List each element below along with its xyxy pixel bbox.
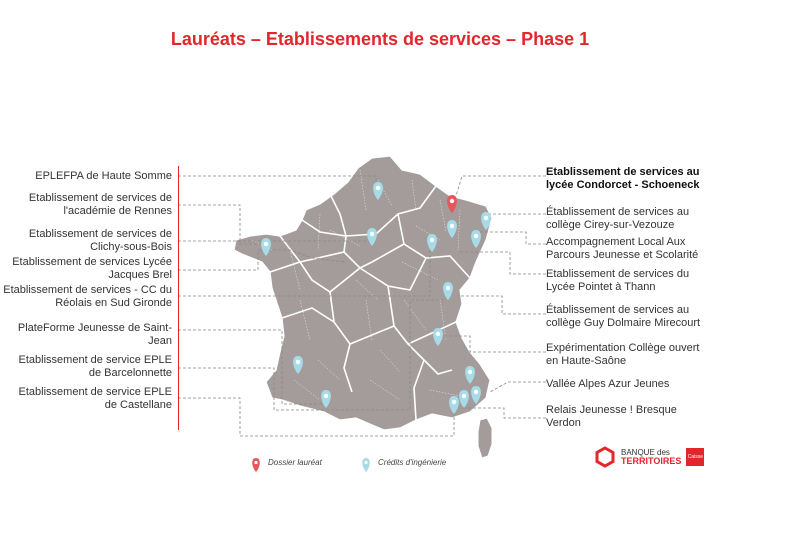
left-label: Etablissement de services - CC du Réolais en Sud Gironde [3,284,172,309]
logo-text [621,448,681,466]
legend-dossier [268,458,322,467]
left-label: Etablissement de service EPLE de Barcelonnette [18,354,172,379]
legend-pin-dossier [252,458,260,472]
left-label-list [0,166,179,430]
right-label: Établissement de services au collège Cirey-sur-Vezouze [546,206,690,231]
hexagon-logo-icon [594,446,616,468]
logo-line2: TERRITOIRES [621,456,682,466]
left-label: Etablissement de service EPLE de Castellane [18,386,172,411]
legend-dossier-label: Dossier lauréat [268,458,322,467]
left-label: Etablissement de services Lycée Jacques Brel [12,256,172,281]
legend-credits [378,458,446,467]
right-label: Établissement de services au collège Guy Dolmaire Mirecourt [546,304,701,329]
legend-credits-label: Crédits d'ingénierie [378,458,447,467]
logo-badge: Caisse des Dépôts [686,448,704,466]
right-label: Relais Jeunesse ! Bresque Verdon [546,404,677,429]
right-label-highlight: Etablissement de services au lycée Condorcet - Schoeneck [546,166,700,191]
banque-des-territoires-logo [594,444,716,496]
right-label: Expérimentation Collège ouvert en Haute-Saône [546,342,700,367]
left-label: EPLEFPA de Haute Somme [35,170,172,182]
right-label: Etablissement de services du Lycée Pointet à Thann [546,268,690,293]
corsica [478,418,492,458]
right-label: Vallée Alpes Azur Jeunes [546,378,670,390]
left-label: Etablissement de services de Clichy-sous-Bois [28,228,172,253]
left-label: Etablissement de services de l'académie de Rennes [28,192,172,217]
legend-pin-credits [362,458,370,472]
logo-line1: BANQUE des [621,448,670,457]
right-label: Accompagnement Local Aux Parcours Jeunesse et Scolarité [546,236,699,261]
left-label: PlateForme Jeunesse de Saint-Jean [17,322,172,347]
page-title: Lauréats – Etablissements de services – Phase 1 [170,29,590,49]
